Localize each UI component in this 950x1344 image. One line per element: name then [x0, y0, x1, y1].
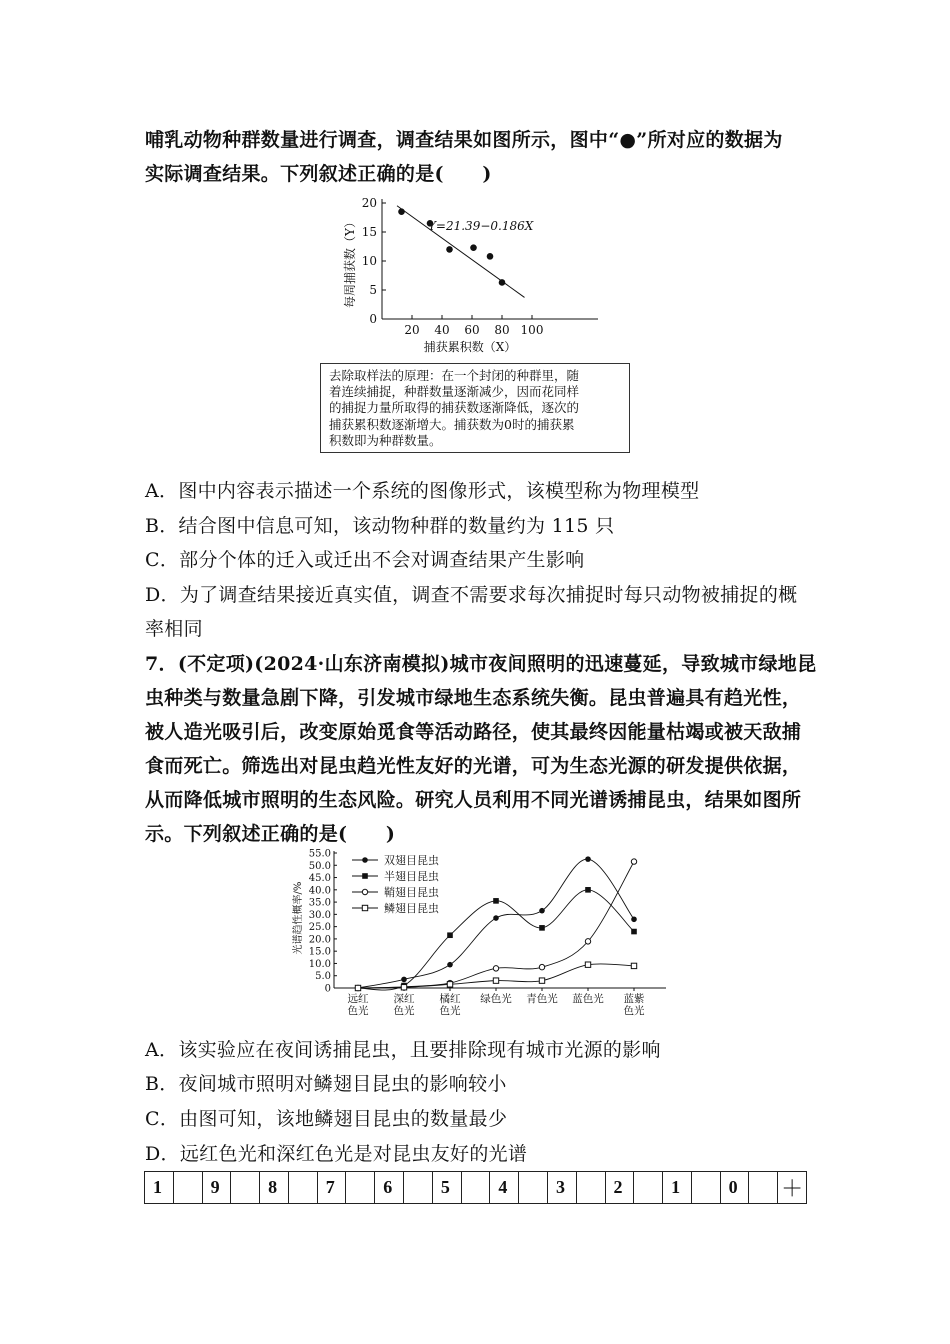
answer-cell: 2 — [605, 1172, 634, 1204]
q6-note-box — [320, 363, 630, 453]
series-point-2 — [539, 925, 545, 931]
note-line: 着连续捕捉，种群数量逐渐减少，因而花同样 — [329, 384, 580, 400]
q6-option-d-cont: 率相同 — [145, 618, 203, 640]
note-line: 的捕捉力量所取得的捕获数逐渐降低，逐次的 — [329, 400, 580, 416]
legend-label: 鞘翅目昆虫 — [384, 886, 439, 899]
line-chart-y-tick-label: 55.0 — [308, 848, 331, 860]
q7-stem-line-2: 虫种类与数量急剧下降，引发城市绿地生态系统失衡。昆虫普遍具有趋光性， — [145, 687, 802, 709]
scatter-x-tick-label: 80 — [494, 323, 510, 337]
answer-cell: 0 — [720, 1172, 749, 1204]
legend-label: 半翅目昆虫 — [384, 870, 439, 883]
series-point-4 — [401, 985, 406, 990]
q7-stem-line-1: 7．(不定项)(2024·山东济南模拟)城市夜间照明的迅速蔓延，导致城市绿地昆 — [145, 653, 817, 675]
series-point-1 — [585, 856, 591, 862]
series-point-2 — [631, 929, 637, 935]
answer-cell — [749, 1172, 778, 1204]
answer-cell — [461, 1172, 490, 1204]
line-chart-ylabel: 光谱趋性概率/% — [293, 881, 304, 955]
answer-cell — [576, 1172, 605, 1204]
line-chart-y-tick-label: 40.0 — [308, 885, 331, 897]
line-chart-category-label: 色光 — [439, 1005, 461, 1017]
answer-cell: 8 — [260, 1172, 289, 1204]
series-point-1 — [493, 915, 499, 921]
line-chart-y-tick-label: 45.0 — [308, 873, 331, 885]
q7-stem-line-3: 被人造光吸引后，改变原始觅食等活动路径，使其最终因能量枯竭或被天敌捕 — [145, 721, 802, 743]
series-point-3 — [631, 859, 636, 864]
line-chart-y-tick-label: 50.0 — [308, 860, 331, 872]
series-point-2 — [493, 898, 499, 904]
q7-stem-line-4: 食而死亡。筛选出对昆虫趋光性友好的光谱，可为生态光源的研发提供依据， — [145, 755, 802, 777]
line-chart-y-tick-label: 15.0 — [308, 946, 331, 958]
q6-option-c: C．部分个体的迁入或迁出不会对调查结果产生影响 — [145, 549, 585, 571]
line-chart-y-tick-label: 35.0 — [308, 897, 331, 909]
series-point-1 — [539, 908, 545, 914]
scatter-ylabel: 每周捕获数（Y） — [343, 216, 357, 308]
line-chart-category-label: 深红 — [393, 993, 415, 1005]
answer-cell: 1 — [145, 1172, 174, 1204]
q6-option-d: D．为了调查结果接近真实值，调查不需要求每次捕捉时每只动物被捕捉的概 — [145, 584, 798, 606]
line-chart-category-label: 蓝色光 — [572, 993, 604, 1005]
answer-cell: 3 — [547, 1172, 576, 1204]
series-point-2 — [585, 887, 591, 893]
series-point-3 — [539, 964, 544, 969]
answer-cell — [634, 1172, 663, 1204]
series-point-2 — [447, 932, 453, 938]
line-chart-category-label: 青色光 — [526, 993, 558, 1005]
series-point-4 — [447, 982, 452, 987]
line-chart-y-tick-label: 10.0 — [308, 958, 331, 970]
series-point-4 — [539, 978, 544, 983]
answer-cell: ＋ — [778, 1172, 807, 1204]
scatter-point — [398, 208, 405, 215]
line-chart-category-label: 色光 — [347, 1005, 369, 1017]
line-chart-y-tick-label: 20.0 — [308, 934, 331, 946]
line-chart-y-tick-label: 0 — [324, 983, 331, 995]
answer-cell — [404, 1172, 433, 1204]
scatter-point — [499, 279, 506, 286]
series-point-1 — [631, 916, 637, 922]
line-chart-category-label: 绿色光 — [480, 993, 512, 1005]
q7-option-a: A．该实验应在夜间诱捕昆虫，且要排除现有城市光源的影响 — [145, 1039, 661, 1061]
series-point-3 — [493, 966, 498, 971]
series-point-4 — [493, 978, 498, 983]
scatter-y-tick-label: 10 — [361, 254, 377, 268]
line-chart-category-label: 远红 — [347, 993, 369, 1005]
answer-cell — [288, 1172, 317, 1204]
answer-cell — [346, 1172, 375, 1204]
note-line: 捕获累积数逐渐增大。捕获数为0时的捕获累 — [329, 416, 575, 432]
scatter-point — [446, 246, 453, 253]
line-chart-category-label: 色光 — [393, 1005, 415, 1017]
note-line: 去除取样法的原理：在一个封闭的种群里，随 — [329, 368, 580, 383]
legend-marker — [362, 857, 368, 863]
scatter-xlabel: 捕获累积数（X） — [423, 340, 517, 354]
line-chart-y-tick-label: 30.0 — [308, 909, 331, 921]
legend-marker — [362, 889, 367, 894]
series-point-1 — [447, 962, 453, 968]
q7-option-b: B．夜间城市照明对鳞翅目昆虫的影响较小 — [145, 1073, 507, 1095]
scatter-equation: Y=21.39−0.186X — [428, 219, 534, 233]
legend-label: 双翅目昆虫 — [384, 854, 439, 867]
series-point-4 — [355, 985, 360, 990]
answer-cell — [519, 1172, 548, 1204]
scatter-y-tick-label: 20 — [361, 196, 377, 210]
q6-stem-line-1: 哺乳动物种群数量进行调查，调查结果如图所示，图中“●”所对应的数据为 — [145, 129, 783, 151]
line-chart-category-label: 蓝紫 — [623, 993, 645, 1005]
scatter-chart — [320, 195, 620, 360]
answer-cell — [173, 1172, 202, 1204]
scatter-y-tick-label: 5 — [369, 283, 377, 297]
scatter-x-tick-label: 20 — [404, 323, 420, 337]
scatter-point — [487, 253, 494, 260]
note-line: 积数即为种群数量。 — [329, 432, 442, 448]
answer-cell: 4 — [490, 1172, 519, 1204]
line-chart-category-label: 色光 — [623, 1005, 645, 1017]
legend-marker — [362, 905, 367, 910]
q6-stem-line-2: 实际调查结果。下列叙述正确的是( ) — [145, 163, 492, 185]
series-point-4 — [585, 962, 590, 967]
q7-option-d: D．远红色光和深红色光是对昆虫友好的光谱 — [145, 1143, 528, 1165]
series-point-3 — [585, 939, 590, 944]
answer-cell — [691, 1172, 720, 1204]
answer-cell: 1 — [663, 1172, 692, 1204]
answer-cell: 5 — [432, 1172, 461, 1204]
line-chart-y-tick-label: 25.0 — [308, 922, 331, 934]
scatter-x-tick-label: 100 — [520, 323, 544, 337]
answer-grid — [144, 1171, 807, 1204]
scatter-y-tick-label: 15 — [361, 225, 377, 239]
scatter-point — [470, 244, 477, 251]
line-chart — [288, 843, 673, 1023]
answer-cell: 7 — [317, 1172, 346, 1204]
q7-stem-line-6: 示。下列叙述正确的是( ) — [145, 823, 396, 845]
series-point-1 — [401, 977, 407, 983]
q7-option-c: C．由图可知，该地鳞翅目昆虫的数量最少 — [145, 1108, 508, 1130]
series-point-4 — [631, 963, 636, 968]
legend-label: 鳞翅目昆虫 — [384, 902, 439, 915]
legend-marker — [362, 873, 368, 879]
q6-option-a: A．图中内容表示描述一个系统的图像形式，该模型称为物理模型 — [145, 480, 700, 502]
answer-row — [145, 1172, 807, 1204]
line-chart-category-label: 橘红 — [439, 993, 461, 1005]
scatter-x-tick-label: 40 — [434, 323, 450, 337]
line-chart-legend — [352, 853, 439, 915]
answer-cell: 9 — [202, 1172, 231, 1204]
q6-option-b: B．结合图中信息可知，该动物种群的数量约为 115 只 — [145, 515, 615, 537]
line-chart-y-tick-label: 5.0 — [315, 971, 331, 983]
scatter-x-tick-label: 60 — [464, 323, 480, 337]
answer-cell — [231, 1172, 260, 1204]
q7-stem-line-5: 从而降低城市照明的生态风险。研究人员利用不同光谱诱捕昆虫，结果如图所 — [145, 789, 802, 811]
scatter-y-tick-label: 0 — [369, 312, 377, 326]
answer-cell: 6 — [375, 1172, 404, 1204]
scatter-axes — [362, 196, 598, 337]
